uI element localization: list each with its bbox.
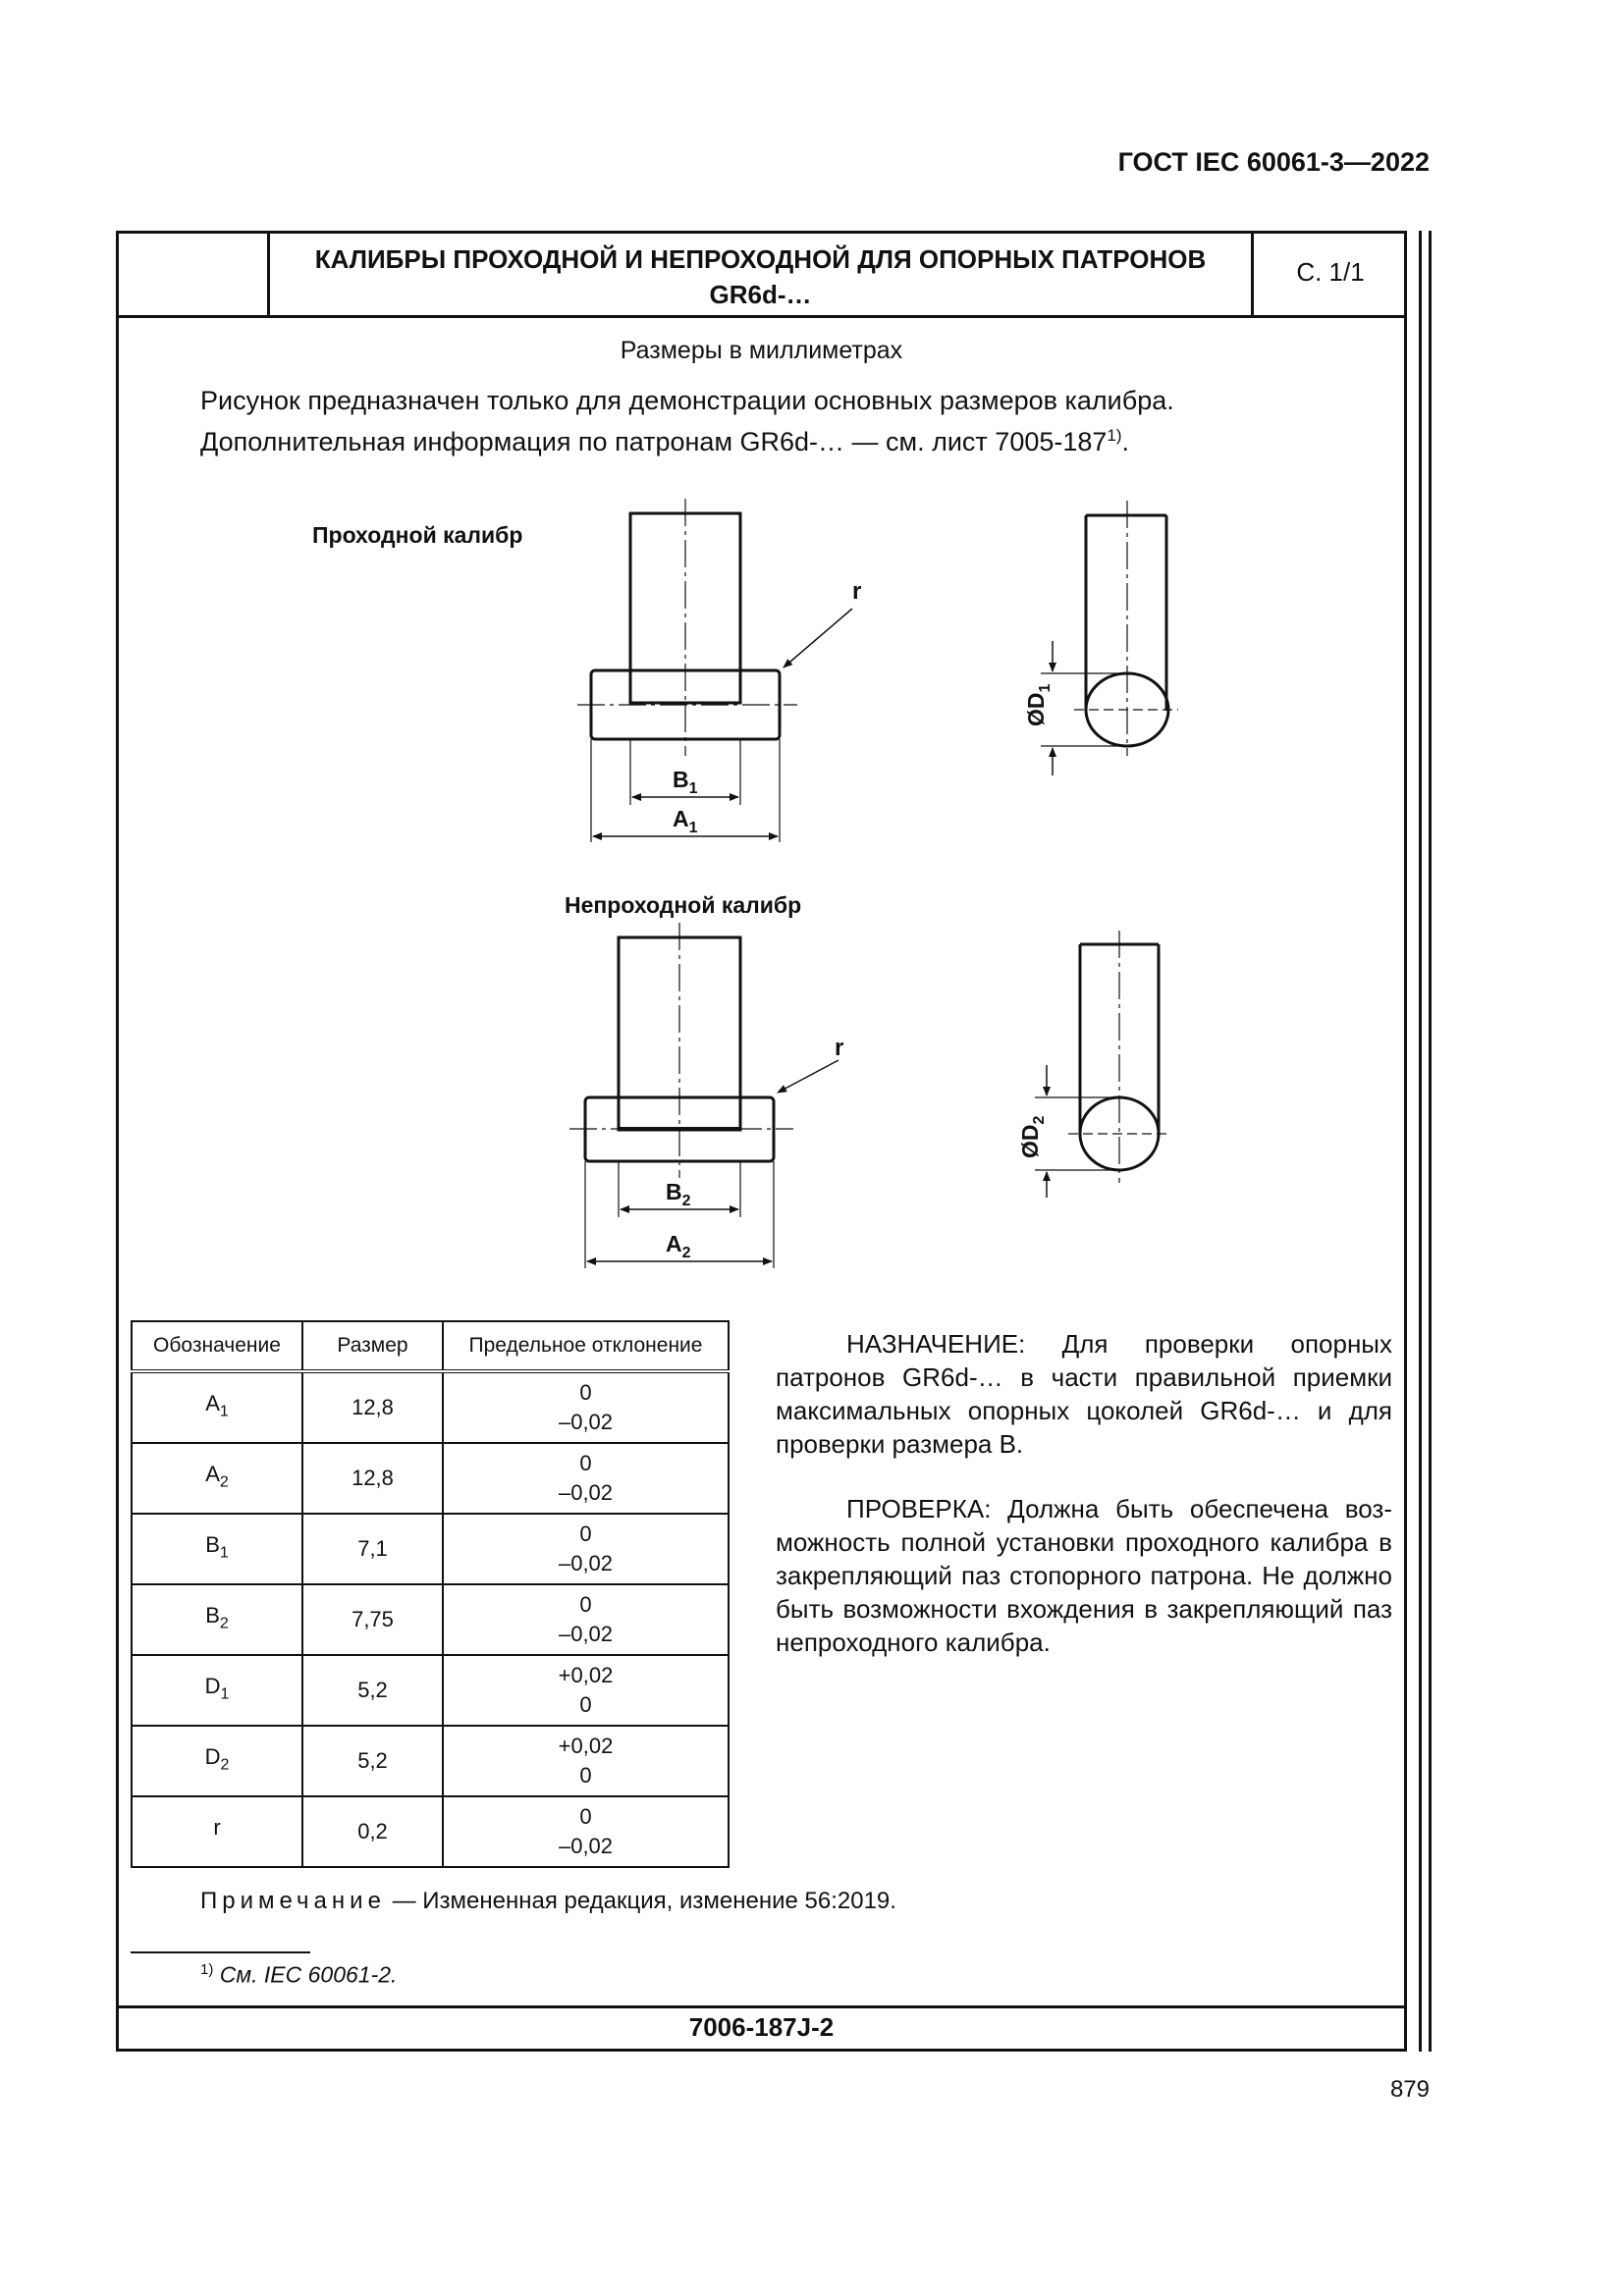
lower-deviation: –0,02 xyxy=(558,1834,614,1858)
d1-label xyxy=(1023,684,1054,727)
b1-symbol: B xyxy=(673,767,689,792)
designation-symbol: r xyxy=(213,1814,221,1840)
d2-label xyxy=(1017,1116,1048,1159)
designation-subscript: 1 xyxy=(219,1403,229,1420)
upper-deviation: 0 xyxy=(579,1522,592,1546)
d1-subscript: 1 xyxy=(1037,683,1054,693)
b1-subscript: 1 xyxy=(688,780,698,797)
nogo-gauge-label: Непроходной калибр xyxy=(565,892,802,918)
designation-symbol: D xyxy=(204,1673,221,1698)
designation-symbol: A xyxy=(205,1461,220,1486)
r-label: r xyxy=(852,578,862,605)
upper-deviation: 0 xyxy=(579,1451,592,1475)
r-leader xyxy=(784,609,852,667)
size-cell: 5,2 xyxy=(302,1655,443,1726)
dimensions-table xyxy=(131,1320,730,1868)
size-cell: 12,8 xyxy=(302,1443,443,1514)
designation-cell xyxy=(132,1514,302,1584)
designation-symbol: A xyxy=(205,1390,220,1415)
check-paragraph: ПРОВЕРКА: Должна быть обеспечена возможность полной установки проходного калибра в закрепляющий паз стопорного патрона. Не должно быть возможности вхождения в закрепляющий паз непроходного калибра. xyxy=(776,1494,1392,1657)
note-text: — Измененная редакция, изменение 56:2019. xyxy=(385,1888,896,1914)
table-row xyxy=(132,1584,729,1655)
designation-subscript: 1 xyxy=(220,1685,230,1703)
purpose-paragraph: НАЗНАЧЕНИЕ: Для проверки опорных патронов GR6d-… в части правильной приемки максимальных опорных цоколей GR6d-… и для проверки размера B. xyxy=(776,1329,1392,1459)
table-row xyxy=(132,1726,729,1796)
column-header: Обозначение xyxy=(132,1321,302,1371)
footnote-text: См. IEC 60061-2. xyxy=(213,1961,398,1988)
tolerance-cell xyxy=(443,1796,729,1867)
a1-symbol: A xyxy=(673,806,689,831)
upper-deviation: 0 xyxy=(579,1804,592,1829)
r-label: r xyxy=(835,1035,844,1061)
document-code: ГОСТ IEC 60061-3—2022 xyxy=(1117,147,1430,177)
a2-symbol: A xyxy=(666,1231,682,1256)
size-cell: 5,2 xyxy=(302,1726,443,1796)
footnote-ref: 1) xyxy=(1107,426,1122,445)
designation-cell xyxy=(132,1726,302,1796)
designation-cell xyxy=(132,1796,302,1867)
designation-subscript: 1 xyxy=(219,1544,229,1562)
tolerance-cell xyxy=(443,1655,729,1726)
upper-deviation: 0 xyxy=(579,1380,592,1405)
designation-cell xyxy=(132,1443,302,1514)
tolerance-cell xyxy=(443,1726,729,1796)
a1-label xyxy=(673,806,698,836)
go-gauge-end-view xyxy=(1023,501,1178,775)
purpose-text xyxy=(776,1327,1392,1690)
upper-deviation: +0,02 xyxy=(558,1663,614,1687)
b1-label xyxy=(673,767,698,797)
table-row xyxy=(132,1796,729,1867)
sheet-code: 7006-187J-2 xyxy=(688,2012,835,2042)
b2-symbol: B xyxy=(666,1179,682,1204)
d2-symbol: ØD xyxy=(1017,1124,1043,1158)
tolerance-cell xyxy=(443,1584,729,1655)
lower-deviation: 0 xyxy=(579,1763,592,1788)
size-cell: 7,75 xyxy=(302,1584,443,1655)
r-leader xyxy=(778,1060,839,1093)
table-row xyxy=(132,1514,729,1584)
a2-label xyxy=(666,1231,691,1261)
note xyxy=(200,1888,896,1915)
size-cell: 7,1 xyxy=(302,1514,443,1584)
sheet-title-line: КАЛИБРЫ ПРОХОДНОЙ И НЕПРОХОДНОЙ ДЛЯ ОПОРНЫХ ПАТРОНОВ xyxy=(314,244,1207,274)
table-row xyxy=(132,1655,729,1726)
designation-subscript: 2 xyxy=(219,1473,229,1491)
a1-subscript: 1 xyxy=(688,820,698,836)
upper-deviation: 0 xyxy=(579,1592,592,1617)
size-cell: 12,8 xyxy=(302,1371,443,1443)
designation-subscript: 2 xyxy=(220,1756,230,1774)
a2-subscript: 2 xyxy=(681,1245,691,1261)
lower-deviation: –0,02 xyxy=(558,1551,614,1575)
note-prefix: Примечание xyxy=(200,1888,386,1914)
sheet-page: С. 1/1 xyxy=(1296,257,1365,287)
footnote xyxy=(200,1961,397,1989)
column-header: Предельное отклонение xyxy=(443,1321,729,1371)
d2-subscript: 2 xyxy=(1031,1115,1048,1125)
tolerance-cell xyxy=(443,1514,729,1584)
lower-deviation: –0,02 xyxy=(558,1622,614,1646)
upper-deviation: +0,02 xyxy=(558,1734,614,1758)
footer-divider xyxy=(116,2005,1407,2008)
lower-deviation: –0,02 xyxy=(558,1410,614,1434)
tolerance-cell xyxy=(443,1371,729,1443)
footnote-marker: 1) xyxy=(200,1961,214,1978)
b2-label xyxy=(666,1179,691,1209)
go-gauge-side-view xyxy=(312,499,861,842)
column-header: Размер xyxy=(302,1321,443,1371)
table-header-row xyxy=(132,1321,729,1371)
page-number: 879 xyxy=(1389,2076,1430,2103)
b2-subscript: 2 xyxy=(681,1193,691,1209)
designation-symbol: B xyxy=(205,1531,220,1557)
designation-symbol: B xyxy=(205,1602,220,1628)
nogo-gauge-end-view xyxy=(1017,931,1170,1198)
footnote-rule xyxy=(131,1951,310,1953)
designation-subscript: 2 xyxy=(219,1615,229,1632)
tolerance-cell xyxy=(443,1443,729,1514)
nogo-gauge-side-view xyxy=(565,892,843,1268)
d1-symbol: ØD xyxy=(1023,692,1049,726)
lower-deviation: 0 xyxy=(579,1692,592,1717)
lower-deviation: –0,02 xyxy=(558,1480,614,1505)
go-gauge-label: Проходной калибр xyxy=(312,522,523,548)
designation-symbol: D xyxy=(204,1743,221,1769)
intro-line-end: . xyxy=(1121,427,1130,456)
intro-line-text: Дополнительная информация по патронам GR6d-… — см. лист 7005-187 xyxy=(200,427,1108,456)
sheet-title-line: GR6d-… xyxy=(709,280,812,309)
designation-cell xyxy=(132,1371,302,1443)
table-row xyxy=(132,1371,729,1443)
designation-cell xyxy=(132,1655,302,1726)
intro-line: Рисунок предназначен только для демонстрации основных размеров калибра. xyxy=(200,386,1174,415)
size-cell: 0,2 xyxy=(302,1796,443,1867)
table-row xyxy=(132,1443,729,1514)
designation-cell xyxy=(132,1584,302,1655)
table-body xyxy=(132,1371,729,1867)
dimensions-note: Размеры в миллиметрах xyxy=(620,337,903,364)
